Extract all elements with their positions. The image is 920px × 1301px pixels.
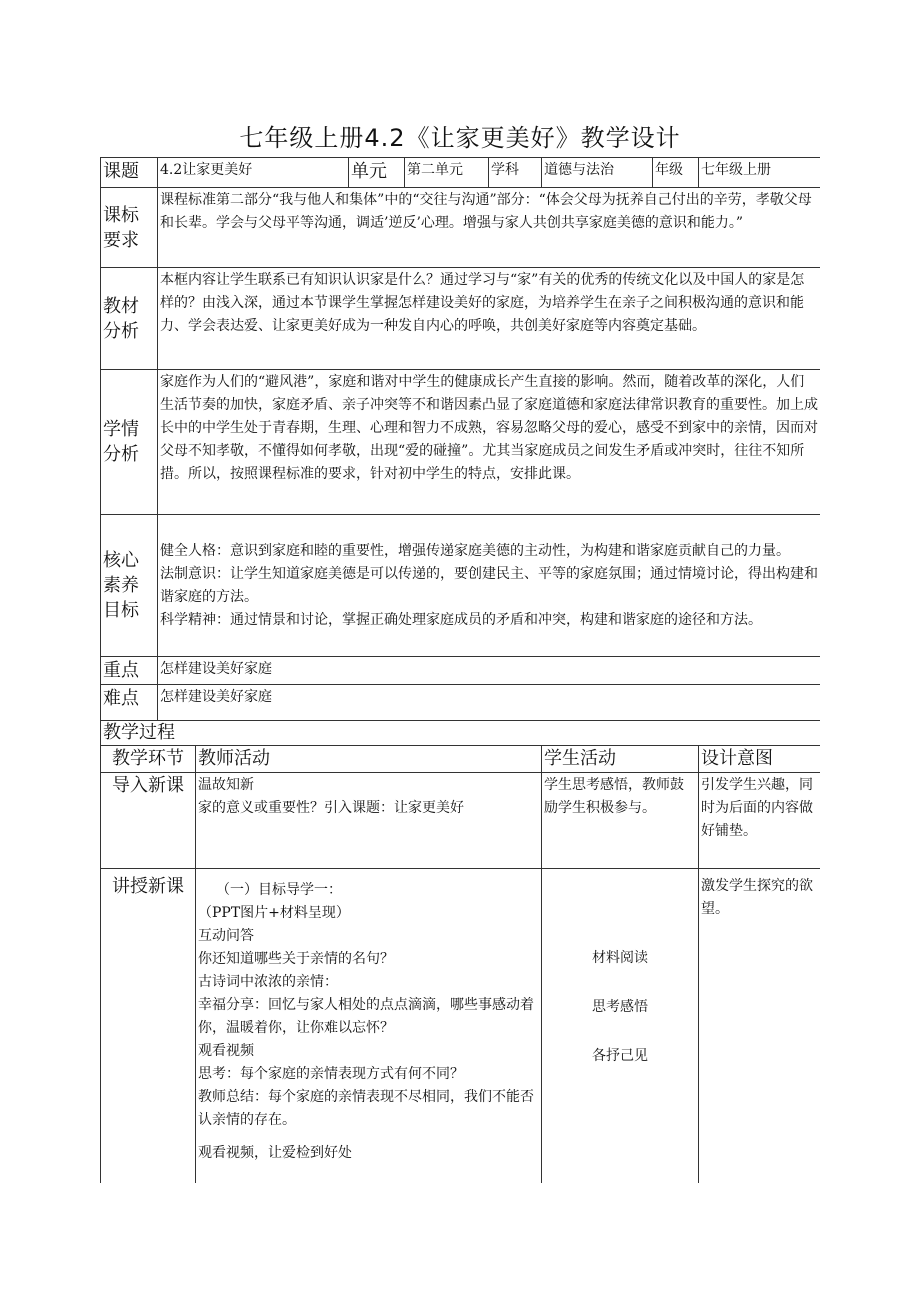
subject-label: 学科: [489, 158, 542, 188]
topic-value: 4.2让家更美好: [158, 158, 349, 188]
key-point-text: 怎样建设美好家庭: [158, 657, 821, 685]
process-row-main: [101, 869, 821, 1184]
core-row: [101, 515, 821, 657]
teacher-activity-cell: [196, 773, 542, 869]
teacher-line: 幸福分享：回忆与家人相处的点点滴滴，哪些事感动着你，温暖着你，让你难以忘怀？: [198, 997, 534, 1036]
student-activity-cell: 学生思考感悟，教师鼓励学生积极参与。: [542, 773, 699, 869]
difficult-point-label: 难点: [101, 685, 158, 721]
learner-row: [101, 370, 821, 515]
document-title: 七年级上册4.2《让家更美好》教学设计: [239, 124, 681, 152]
core-item: 健全人格：意识到家庭和睦的重要性，增强传递家庭美德的主动性，为构建和谐家庭贡献自己的力量。: [160, 542, 790, 559]
textbook-row: [101, 268, 821, 370]
process-section-row: [101, 721, 821, 746]
stage-cell: 导入新课: [101, 773, 196, 869]
grade-label: 年级: [653, 158, 699, 188]
core-label: 核心素养目标: [101, 515, 158, 657]
grade-value: 七年级上册: [699, 158, 820, 188]
learner-label: 学情分析: [101, 370, 158, 515]
textbook-text: 本框内容让学生联系已有知识认识家是什么？通过学习与“家”有关的优秀的传统文化以及中国人的家是怎样的？由浅入深，通过本节课学生掌握怎样建设美好的家庭，为培养学生在亲子之间积极沟通的意识和能力、学会表达爱、让家更美好成为一种发自内心的呼唤，共创美好家庭等内容奠定基础。: [158, 268, 821, 370]
header-row: [101, 158, 821, 188]
teacher-line: 观看视频，让爱检到好处: [198, 1145, 352, 1161]
teacher-line: 温故知新: [198, 777, 254, 793]
key-point-row: [101, 657, 821, 685]
core-item: 法制意识：让学生知道家庭美德是可以传递的，要创建民主、平等的家庭氛围；通过情境讨论，得出构建和谐家庭的方法。: [160, 565, 818, 605]
learner-text: 家庭作为人们的“避风港”，家庭和谐对中学生的健康成长产生直接的影响。然而，随着改革的深化，人们生活节奏的加快，家庭矛盾、亲子冲突等不和谐因素凸显了家庭道德和家庭法律常识教育的重要性。加上成长中的中学生处于青春期，生理、心理和智力不成熟，容易忽略父母的爱心，感受不到家中的亲情，因而对父母不知孝敬，不懂得如何孝敬，出现“爱的碰撞”。尤其当家庭成员之间发生矛盾或冲突时，往往不知所措。所以，按照课程标准的要求，针对初中学生的特点，安排此课。: [158, 370, 821, 515]
design-intent-cell: 激发学生探究的欲望。: [699, 869, 820, 1184]
teacher-line: 你还知道哪些关于亲情的名句？: [198, 951, 394, 967]
curriculum-label: 课标要求: [101, 188, 158, 268]
student-activity-cell: [542, 869, 699, 1184]
core-item: 科学精神：通过情景和讨论，掌握正确处理家庭成员的矛盾和冲突，构建和谐家庭的途径和方法。: [160, 611, 762, 628]
process-section-label: 教学过程: [101, 721, 821, 746]
teacher-line: 互动问答: [198, 928, 254, 944]
intent-header: 设计意图: [699, 746, 820, 773]
student-line: 各抒己见: [592, 1048, 649, 1064]
difficult-point-text: 怎样建设美好家庭: [158, 685, 821, 721]
topic-label: 课题: [101, 158, 158, 188]
subject-value: 道德与法治: [542, 158, 653, 188]
teacher-line: 家的意义或重要性？引入课题：让家更美好: [198, 800, 464, 816]
teacher-line: 教师总结：每个家庭的亲情表现不尽相同，我们不能否认亲情的存在。: [198, 1089, 534, 1128]
process-header-row: [101, 746, 821, 773]
lesson-plan-table: [100, 157, 820, 1183]
teacher-line: （PPT图片+材料呈现）: [198, 905, 350, 921]
curriculum-text: 课程标准第二部分“我与他人和集体”中的“交往与沟通”部分：“体会父母为抚养自己付出的辛劳，孝敬父母和长辈。学会与父母平等沟通，调适’逆反’心理。增强与家人共创共享家庭美德的意识和能力。”: [158, 188, 821, 268]
curriculum-row: [101, 188, 821, 268]
design-intent-cell: 引发学生兴趣，同时为后面的内容做好铺垫。: [699, 773, 820, 869]
difficult-point-row: [101, 685, 821, 721]
key-point-label: 重点: [101, 657, 158, 685]
teacher-activity-cell: [196, 869, 542, 1184]
textbook-label: 教材分析: [101, 268, 158, 370]
unit-label: 单元: [349, 158, 405, 188]
student-line: 思考感悟: [592, 999, 649, 1015]
teacher-line: （一）目标导学一：: [216, 882, 342, 898]
teacher-header: 教师活动: [196, 746, 542, 773]
process-row-intro: [101, 773, 821, 869]
student-line: 材料阅读: [592, 950, 649, 966]
stage-header: 教学环节: [101, 746, 196, 773]
student-header: 学生活动: [542, 746, 699, 773]
teacher-line-spacer: [198, 1132, 539, 1142]
stage-cell: 讲授新课: [101, 869, 196, 1184]
teacher-line: 思考：每个家庭的亲情表现方式有何不同？: [198, 1066, 464, 1082]
teacher-line: 古诗词中浓浓的亲情：: [198, 974, 338, 990]
unit-value: 第二单元: [405, 158, 489, 188]
core-text: [158, 515, 821, 657]
teacher-line: 观看视频: [198, 1043, 254, 1059]
